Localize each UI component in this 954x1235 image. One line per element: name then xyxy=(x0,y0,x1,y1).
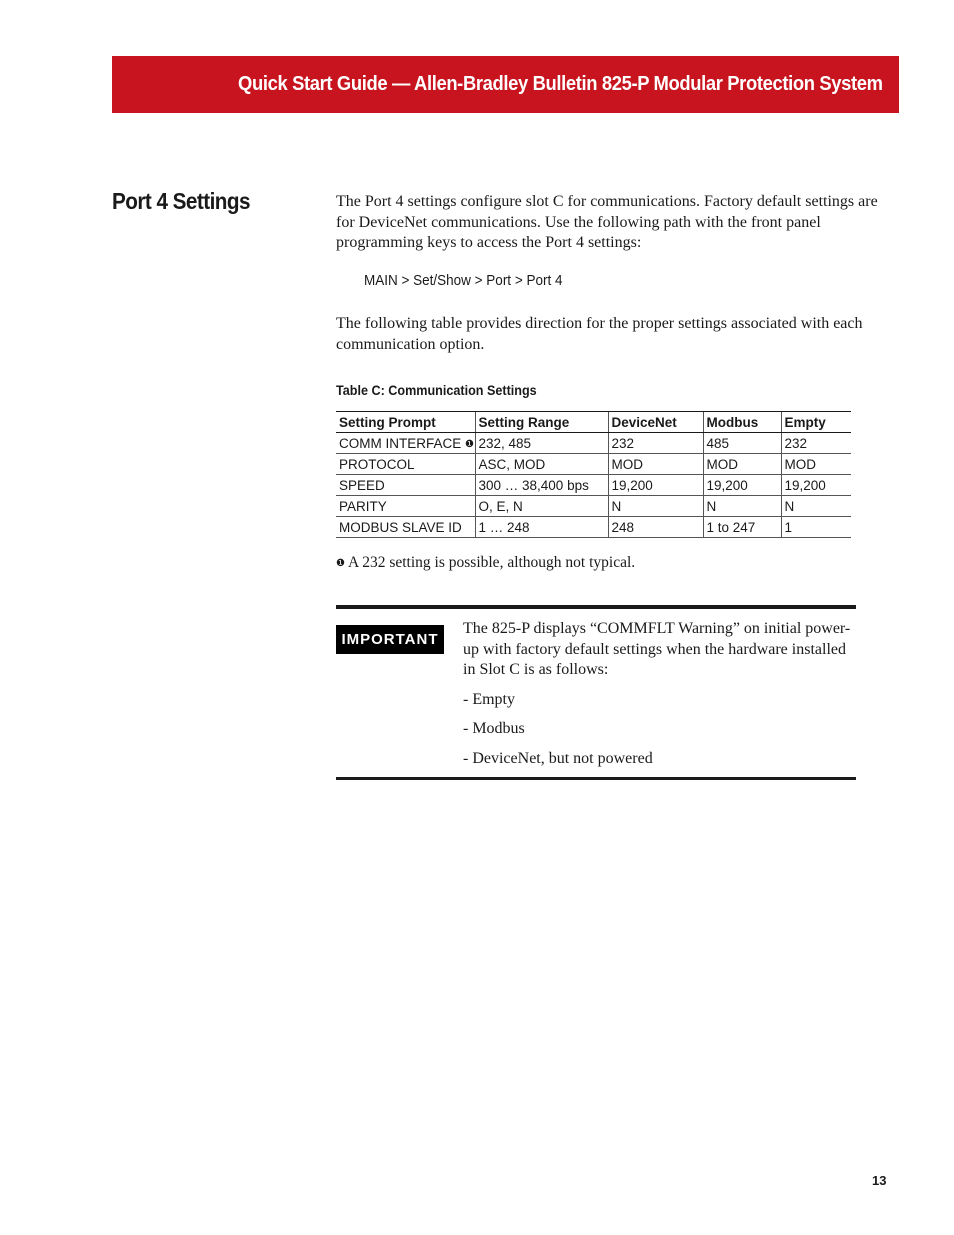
table-cell: MOD xyxy=(703,454,781,475)
table-row xyxy=(336,454,851,475)
table-intro-paragraph: The following table provides direction for the proper settings associated with each communication option. xyxy=(336,315,863,353)
column-header: Modbus xyxy=(703,412,781,433)
list-item: - DeviceNet, but not powered xyxy=(463,749,653,767)
table-cell: 300 … 38,400 bps xyxy=(475,475,608,496)
table-row xyxy=(336,496,851,517)
section-heading: Port 4 Settings xyxy=(112,188,250,214)
important-notice xyxy=(336,605,856,780)
header-banner xyxy=(112,56,899,113)
table-row xyxy=(336,433,851,454)
table-cell: 248 xyxy=(608,517,703,538)
table-row xyxy=(336,475,851,496)
list-item: - Empty xyxy=(463,690,515,708)
important-body xyxy=(463,619,853,778)
column-header: DeviceNet xyxy=(608,412,703,433)
table-cell: PARITY xyxy=(336,496,475,517)
table-row xyxy=(336,517,851,538)
important-text: The 825-P displays “COMMFLT Warning” on initial power-up with factory default settings when the hardware installed in Slot C is as follows: xyxy=(463,620,851,678)
table-cell: 19,200 xyxy=(608,475,703,496)
table-cell: N xyxy=(703,496,781,517)
document-title: Quick Start Guide — Allen-Bradley Bulletin 825-P Modular Protection System xyxy=(238,73,883,95)
table-cell: 19,200 xyxy=(703,475,781,496)
table-cell: 232, 485 xyxy=(475,433,608,454)
column-header: Empty xyxy=(781,412,851,433)
table-footnote xyxy=(336,554,635,572)
table-cell: 232 xyxy=(781,433,851,454)
table-cell: 19,200 xyxy=(781,475,851,496)
menu-path: MAIN > Set/Show > Port > Port 4 xyxy=(364,272,563,289)
list-item: - Modbus xyxy=(463,720,525,737)
intro-paragraph: The Port 4 settings configure slot C for communications. Factory default settings are for DeviceNet communications. Use the following path with the front panel programming keys to access the Port 4 settings: xyxy=(336,193,878,251)
table-cell: 1 to 247 xyxy=(703,517,781,538)
table-cell: 1 … 248 xyxy=(475,517,608,538)
important-label: IMPORTANT xyxy=(336,625,444,654)
important-list xyxy=(463,690,853,770)
page-number: 13 xyxy=(872,1173,887,1188)
table-cell: O, E, N xyxy=(475,496,608,517)
table-cell xyxy=(336,433,475,454)
setting-prompt: COMM INTERFACE xyxy=(339,435,462,451)
table-cell: PROTOCOL xyxy=(336,454,475,475)
table-cell: N xyxy=(608,496,703,517)
table-cell: N xyxy=(781,496,851,517)
table-cell: 485 xyxy=(703,433,781,454)
column-header: Setting Prompt xyxy=(336,412,475,433)
table-cell: MOD xyxy=(781,454,851,475)
footnote-marker: ❶ xyxy=(465,438,474,450)
footnote-text: A 232 setting is possible, although not typical. xyxy=(348,554,636,571)
table-cell: MOD xyxy=(608,454,703,475)
column-header: Setting Range xyxy=(475,412,608,433)
table-cell: ASC, MOD xyxy=(475,454,608,475)
table-cell: MODBUS SLAVE ID xyxy=(336,517,475,538)
table-caption: Table C: Communication Settings xyxy=(336,382,537,398)
table-cell: SPEED xyxy=(336,475,475,496)
table-cell: 1 xyxy=(781,517,851,538)
table-header-row xyxy=(336,412,851,433)
communication-settings-table xyxy=(336,411,851,538)
footnote-marker: ❶ xyxy=(336,558,345,569)
table-cell: 232 xyxy=(608,433,703,454)
